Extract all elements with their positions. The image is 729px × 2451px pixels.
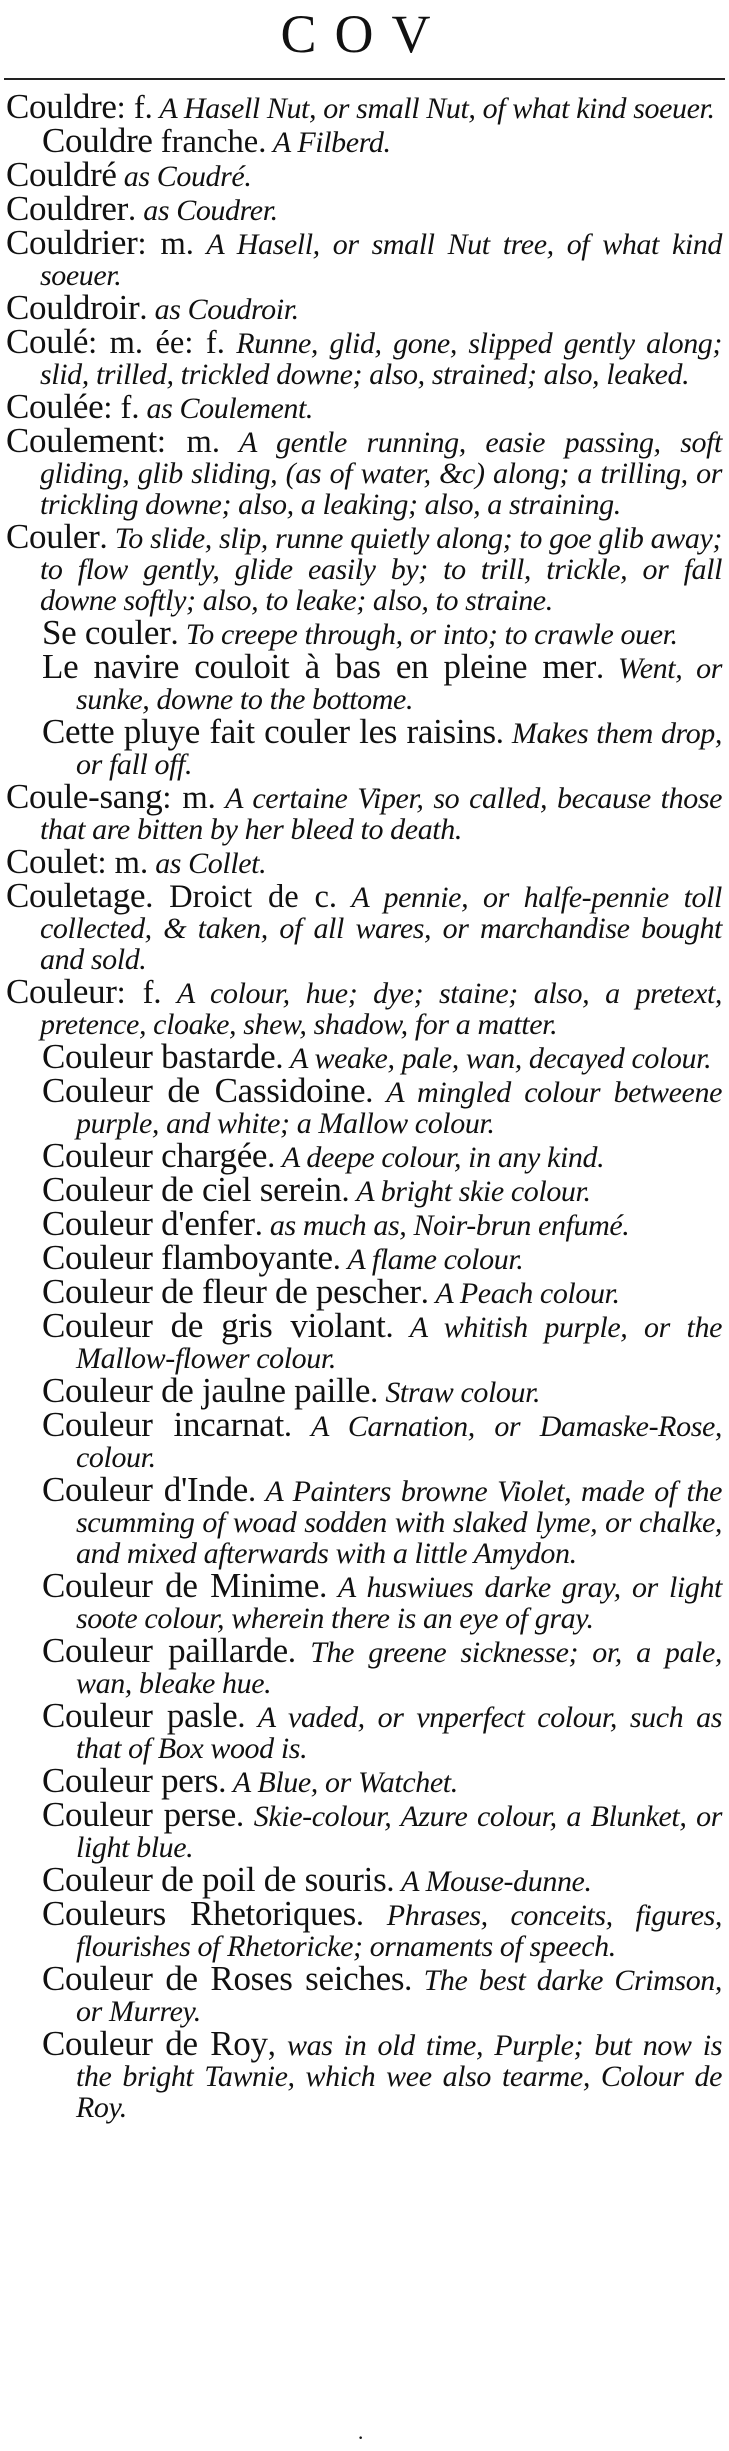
entry-definition: A Peach colour.	[428, 1277, 620, 1310]
entry-definition: A Hasell, or small Nut tree, of what kind soeuer.	[40, 228, 723, 292]
entry-grammar: .	[267, 1139, 276, 1175]
dictionary-entry	[6, 87, 722, 126]
entry-headword: Se couler	[42, 613, 171, 652]
entry-definition: To slide, slip, runne quietly along; to goe glib away; to flow gently, glide easily by; to trill, trickle, or fall downe softly; also, to leake; also, to straine.	[40, 522, 722, 617]
entry-definition: A vaded, or vnperfect colour, such as that of Box wood is.	[76, 1701, 722, 1765]
entry-definition: A colour, hue; dye; staine; also, a pretext, pretence, cloake, shew, shadow, for a matter.	[40, 977, 722, 1041]
dictionary-entry	[6, 1238, 722, 1277]
entry-grammar: .	[218, 1764, 227, 1800]
dictionary-entry	[6, 876, 722, 976]
entry-definition: A Hasell Nut, or small Nut, of what kind soeuer.	[152, 92, 715, 125]
entry-headword: Cette pluye fait couler les raisins	[42, 712, 496, 751]
entry-grammar: .	[170, 616, 179, 652]
dictionary-entry	[6, 972, 722, 1041]
entry-grammar: .	[254, 1207, 263, 1243]
dictionary-entry	[6, 1860, 722, 1899]
entry-headword: Couleur de Roy	[42, 2024, 268, 2063]
dictionary-entry	[6, 613, 722, 652]
entry-headword: Couldrier	[6, 223, 138, 262]
entry-headword: Couleur pasle	[42, 1696, 238, 1735]
entry-headword: Couleur de ciel serein	[42, 1170, 342, 1209]
header-rule	[4, 78, 725, 80]
entry-definition: as Coudrer.	[136, 194, 278, 227]
entry-headword: Couleur	[6, 972, 117, 1011]
entry-headword: Couleur d'Inde	[42, 1470, 249, 1509]
entry-definition: A certaine Viper, so called, because those that are bitten by her bleed to death.	[40, 782, 723, 846]
entry-grammar: .	[99, 520, 108, 556]
entry-definition: The greene sicknesse; or, a pale, wan, bleake hue.	[76, 1636, 722, 1700]
entry-headword: Coulée	[6, 387, 104, 426]
dictionary-entry	[6, 322, 722, 391]
entry-headword: Coule-sang	[6, 777, 163, 816]
dictionary-entries	[6, 87, 723, 2125]
entry-definition: Makes them drop, or fall off.	[76, 717, 723, 781]
entry-headword: Couleur d'enfer	[42, 1204, 255, 1243]
entry-grammar: .	[595, 650, 605, 686]
page-header: COV	[280, 4, 449, 64]
dictionary-entry	[6, 1566, 722, 1635]
dictionary-entry	[6, 1037, 722, 1076]
entry-definition: A whitish purple, or the Mallow-flower colour.	[76, 1311, 722, 1375]
dictionary-entry	[6, 223, 723, 292]
entry-definition: Went, or sunke, downe to the bottome.	[76, 652, 722, 716]
entry-grammar: .	[235, 1798, 245, 1834]
dictionary-entry	[6, 1631, 722, 1700]
entry-grammar: .	[420, 1275, 429, 1311]
dictionary-entry	[6, 1170, 722, 1209]
entry-definition: was in old time, Purple; but now is the bright Tawnie, which wee also tearme, Colour de Roy.	[76, 2029, 722, 2124]
entry-definition: A deepe colour, in any kind.	[275, 1141, 605, 1174]
entry-headword: Couldre	[6, 87, 117, 126]
entry-headword: Couler	[6, 517, 100, 556]
entry-headword: Couleur de Cassidoine	[42, 1071, 366, 1110]
entry-grammar: : m.	[156, 424, 220, 460]
entry-grammar: .	[248, 1473, 257, 1509]
entry-headword: Couldré	[6, 155, 117, 194]
entry-headword: Coulet	[6, 842, 98, 881]
entry-grammar: .	[283, 1408, 292, 1444]
entry-headword: Couletage	[6, 876, 146, 915]
entry-headword: Couleur de Minime	[42, 1566, 320, 1605]
entry-definition: as Collet.	[148, 847, 267, 880]
entry-headword: Couleur flamboyante	[42, 1238, 333, 1277]
entry-grammar: : m.	[162, 780, 216, 816]
entry-grammar: .	[385, 1309, 394, 1345]
dictionary-entry	[6, 421, 722, 521]
entry-grammar: ,	[267, 2027, 276, 2063]
entry-definition: Runne, glid, gone, slipped gently along; slid, trilled, trickled downe; also, strained; also, leaked.	[40, 327, 722, 391]
entry-definition: A flame colour.	[340, 1243, 524, 1276]
entry-headword: Couleur de poil de souris	[42, 1860, 387, 1899]
entry-grammar: : f.	[103, 390, 140, 426]
entry-definition: A bright skie colour.	[349, 1175, 591, 1208]
entry-definition: A Mouse-dunne.	[394, 1865, 592, 1898]
dictionary-entry	[6, 1959, 722, 2028]
entry-grammar: .	[495, 715, 504, 751]
entry-grammar: : f.	[116, 90, 153, 126]
dictionary-entry	[6, 1696, 722, 1765]
entry-grammar: .	[386, 1863, 395, 1899]
dictionary-entry	[6, 155, 722, 194]
entry-definition: as much as, Noir-brun enfumé.	[262, 1209, 630, 1242]
entry-grammar: .	[287, 1634, 297, 1670]
dictionary-entry	[6, 2024, 722, 2124]
entry-definition: Phrases, conceits, figures, flourishes of Rhetoricke; ornaments of speech.	[76, 1899, 722, 1963]
entry-headword: Couleur perse	[42, 1795, 236, 1834]
entry-grammar: .	[128, 192, 137, 228]
entry-headword: Couleur incarnat	[42, 1405, 284, 1444]
dictionary-entry	[6, 1136, 722, 1175]
entry-grammar: .	[332, 1241, 341, 1277]
entry-headword: Couleur chargée	[42, 1136, 268, 1175]
entry-grammar: : f.	[116, 975, 162, 1011]
entry-grammar: .	[365, 1074, 374, 1110]
entry-grammar: . Droict de c.	[145, 879, 338, 915]
entry-definition: as Coudroir.	[147, 293, 299, 326]
entry-grammar: .	[275, 1040, 284, 1076]
entry-headword: Le navire couloit à bas en pleine mer	[42, 647, 596, 686]
entry-headword: Couleur de Roses seiches	[42, 1959, 405, 1998]
dictionary-entry	[6, 1894, 722, 1963]
entry-headword: Couleur de fleur de pescher	[42, 1272, 421, 1311]
dictionary-entry	[6, 1272, 722, 1311]
dictionary-entry	[6, 1405, 722, 1474]
entry-definition: A Carnation, or Damaske-Rose, colour.	[76, 1410, 722, 1474]
entry-headword: Couleur bastarde	[42, 1037, 276, 1076]
dictionary-entry	[6, 121, 722, 160]
entry-headword: Couleurs Rhetoriques	[42, 1894, 356, 1933]
entry-definition: as Coulement.	[139, 392, 314, 425]
entry-definition: The best darke Crimson, or Murrey.	[76, 1964, 722, 2028]
entry-definition: A Painters browne Violet, made of the scumming of woad sodden with slaked lyme, or chalke, and mixed afterwards with a little Amydon.	[76, 1475, 722, 1570]
dictionary-entry	[6, 517, 722, 617]
entry-headword: Couldrer	[6, 189, 129, 228]
entry-grammar: .	[237, 1699, 246, 1735]
dictionary-entry	[6, 387, 722, 426]
entry-definition: A huswiues darke gray, or light soote colour, wherein there is an eye of gray.	[76, 1571, 722, 1635]
entry-definition: A Filberd.	[266, 126, 391, 159]
dictionary-entry	[6, 1470, 722, 1570]
dictionary-entry	[6, 777, 723, 846]
entry-grammar: franche.	[152, 124, 267, 160]
entry-definition: A pennie, or halfe-pennie toll collected, & taken, of all wares, or marchandise bought and sold.	[40, 881, 722, 976]
entry-grammar: .	[341, 1173, 350, 1209]
entry-definition: A Blue, or Watchet.	[226, 1766, 458, 1799]
dictionary-entry	[6, 1795, 722, 1864]
dictionary-entry	[6, 1371, 722, 1410]
dictionary-entry	[6, 1204, 722, 1243]
dictionary-entry	[6, 647, 722, 716]
dictionary-entry	[6, 842, 722, 881]
entry-definition: Skie-colour, Azure colour, a Blunket, or light blue.	[76, 1800, 722, 1864]
entry-headword: Couleur de gris violant	[42, 1306, 386, 1345]
dictionary-entry	[6, 1071, 722, 1140]
entry-headword: Couleur pers	[42, 1761, 219, 1800]
entry-definition: A weake, pale, wan, decayed colour.	[283, 1042, 712, 1075]
dictionary-entry	[6, 288, 722, 327]
entry-grammar: .	[319, 1569, 328, 1605]
entry-grammar: .	[370, 1374, 379, 1410]
entry-grammar: .	[139, 291, 148, 327]
dictionary-entry	[6, 189, 722, 228]
entry-grammar: : m.	[97, 845, 149, 881]
dictionary-entry	[6, 1306, 722, 1375]
entry-headword: Couldre	[42, 121, 153, 160]
entry-grammar: .	[404, 1962, 413, 1998]
entry-definition: To creepe through, or into; to crawle ouer.	[178, 618, 678, 651]
dictionary-entry	[6, 1761, 722, 1800]
entry-headword: Coulé	[6, 322, 89, 361]
entry-headword: Coulement	[6, 421, 157, 460]
entry-grammar: : m.	[137, 226, 194, 262]
entry-definition: A gentle running, easie passing, soft gliding, glib sliding, (as of water, &c) along; a trilling, or trickling downe; also, a leaking; also, a straining.	[40, 426, 722, 521]
entry-headword: Couldroir	[6, 288, 140, 327]
entry-grammar: : m. ée: f.	[88, 325, 225, 361]
entry-grammar: .	[355, 1897, 365, 1933]
entry-definition: Straw colour.	[378, 1376, 541, 1409]
entry-headword: Couleur paillarde	[42, 1631, 288, 1670]
entry-definition: as Coudré.	[116, 160, 252, 193]
footer-mark: ·	[357, 2425, 365, 2450]
dictionary-entry	[6, 712, 723, 781]
entry-definition: A mingled colour betweene purple, and white; a Mallow colour.	[76, 1076, 722, 1140]
entry-headword: Couleur de jaulne paille	[42, 1371, 371, 1410]
